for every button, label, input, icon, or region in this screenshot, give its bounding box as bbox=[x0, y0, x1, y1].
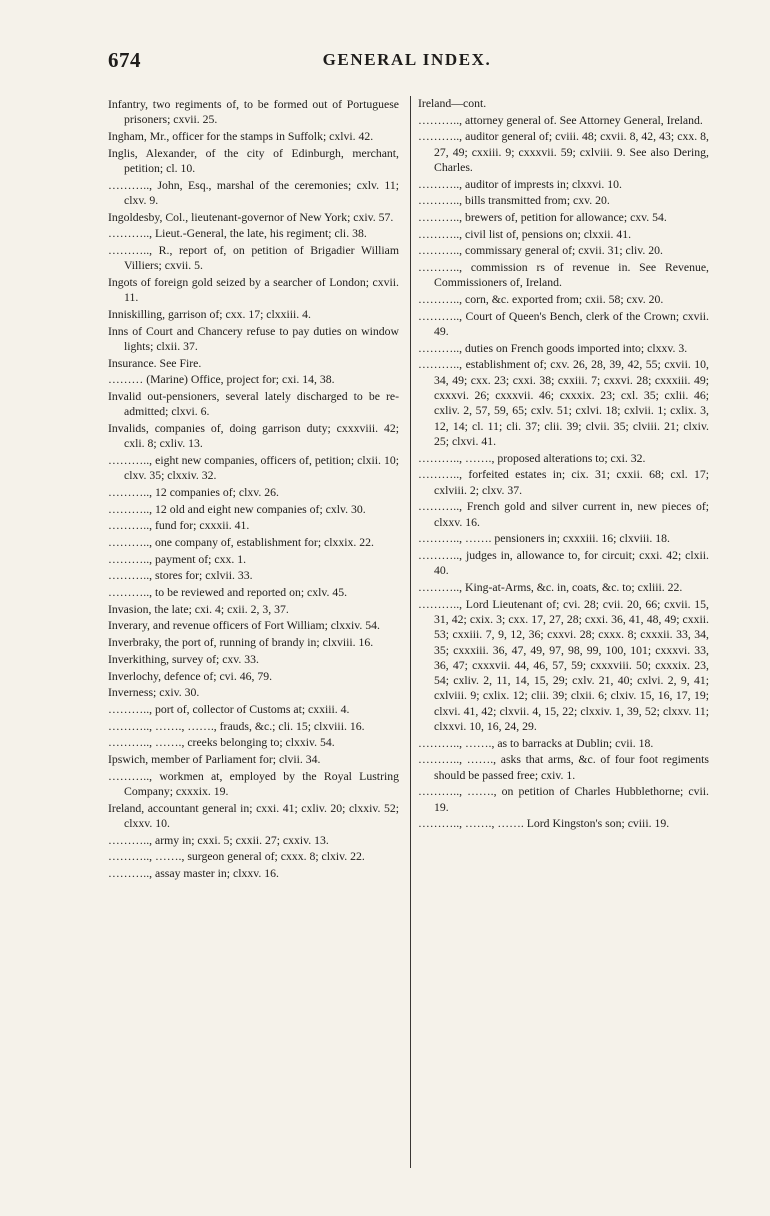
index-entry: ……….., John, Esq., marshal of the ceremonies; cxlv. 11; clxv. 9. bbox=[108, 178, 399, 207]
index-entry: Inglis, Alexander, of the city of Edinburgh, merchant, petition; cl. 10. bbox=[108, 146, 399, 175]
index-entry: ……….., army in; cxxi. 5; cxxii. 27; cxxiv. 13. bbox=[108, 833, 329, 847]
index-entry: Infantry, two regiments of, to be formed out of Portuguese prisoners; cxvii. 25. bbox=[108, 98, 399, 127]
index-entry: ……….., Lieut.-General, the late, his regiment; cli. 38. bbox=[108, 227, 367, 241]
index-entry: ……….., bills transmitted from; cxv. 20. bbox=[418, 194, 610, 208]
index-entry: ……….., 12 companies of; clxv. 26. bbox=[108, 485, 279, 499]
index-column-right bbox=[418, 96, 709, 833]
index-entry: ……….., port of, collector of Customs at; cxxiii. 4. bbox=[108, 702, 350, 716]
index-entry: ……….., auditor of imprests in; clxxvi. 10. bbox=[418, 177, 622, 191]
index-entry: Inniskilling, garrison of; cxx. 17; clxxiii. 4. bbox=[108, 307, 311, 321]
index-entry: ……….., commission rs of revenue in. See Revenue, Commissioners of, Ireland. bbox=[418, 261, 709, 290]
index-entry: ……….., corn, &c. exported from; cxii. 58; cxv. 20. bbox=[418, 293, 664, 307]
index-entry: ……….., forfeited estates in; cix. 31; cxxii. 68; cxl. 17; cxlviii. 2; clxv. 37. bbox=[418, 468, 709, 497]
index-entry: ……….., commissary general of; cxvii. 31; cliv. 20. bbox=[418, 244, 663, 258]
index-entry: ……….., Court of Queen's Bench, clerk of the Crown; cxvii. 49. bbox=[418, 309, 709, 339]
index-entry: Invasion, the late; cxi. 4; cxii. 2, 3, 37. bbox=[108, 602, 289, 616]
page-title: GENERAL INDEX. bbox=[322, 50, 492, 69]
index-entry: ……….., 12 old and eight new companies of; cxlv. 30. bbox=[108, 502, 366, 516]
index-entry: ……….., payment of; cxx. 1. bbox=[108, 552, 247, 566]
index-entry: ……….., establishment of; cxv. 26, 28, 39, 42, 55; cxvii. 10, 34, 49; cxx. 23; cxxi. 38; cxxiii. 7; cxxvi. 28; cxxxiii. 49; cxxxvi. 26; cxxxvii. 46; cxxxix. 23; cxl. 35; cxlii. 46; cxliv. 2, 57, 59, 65; cxlv. 51; cxlvi. 18; cxlvii. 1; cxlix. 3, 12, 14; cl. 11; cli. 37; clii. 39; clvii. 35; clviii. 21; clxiv. 25; clxvi. 41. bbox=[418, 358, 709, 448]
index-entry: Inverbraky, the port of, running of brandy in; clxviii. 16. bbox=[108, 636, 374, 650]
index-entry: Inverkithing, survey of; cxv. 33. bbox=[108, 652, 259, 666]
index-entry: ……….., R., report of, on petition of Brigadier William Villiers; cxvii. 5. bbox=[108, 244, 399, 273]
index-entry: Inverness; cxiv. 30. bbox=[108, 686, 200, 700]
index-entry: ……….., ……., on petition of Charles Hubblethorne; cvii. 19. bbox=[418, 785, 709, 814]
index-entry: ……….., ……., ……. Lord Kingston's son; cviii. 19. bbox=[418, 817, 670, 831]
index-entry: Inverary, and revenue officers of Fort William; clxxiv. 54. bbox=[108, 619, 380, 633]
index-entry: ……….., assay master in; clxxv. 16. bbox=[108, 867, 279, 881]
index-entry: ……….., eight new companies, officers of, petition; clxii. 10; clxv. 35; clxxiv. 32. bbox=[108, 454, 399, 483]
index-entry: ……….., ……. pensioners in; cxxxiii. 16; clxviii. 18. bbox=[418, 532, 670, 546]
index-entry: ……… (Marine) Office, project for; cxi. 14, 38. bbox=[108, 373, 335, 387]
index-entry: ……….., judges in, allowance to, for circuit; cxxi. 42; clxii. 40. bbox=[418, 548, 709, 578]
index-entry: ……….., duties on French goods imported into; clxxv. 3. bbox=[418, 341, 688, 355]
index-entry: ……….., ……., as to barracks at Dublin; cvii. 18. bbox=[418, 736, 654, 750]
index-entry: ……….., one company of, establishment for; clxxix. 22. bbox=[108, 536, 374, 550]
index-entry: ……….., civil list of, pensions on; clxxii. 41. bbox=[418, 227, 632, 241]
index-entry: ……….., stores for; cxlvii. 33. bbox=[108, 569, 253, 583]
continuation-heading: Ireland—cont. bbox=[418, 97, 487, 110]
index-entry: ……….., ……., creeks belonging to; clxxiv. 54. bbox=[108, 736, 335, 750]
index-column-left bbox=[108, 96, 399, 883]
index-entry: ……….., to be reviewed and reported on; cxlv. 45. bbox=[108, 586, 348, 600]
running-head bbox=[0, 50, 770, 70]
index-entry: Ingots of foreign gold seized by a searcher of London; cxvii. 11. bbox=[108, 276, 399, 305]
index-entry: ……….., workmen at, employed by the Royal Lustring Company; cxxxix. 19. bbox=[108, 769, 399, 798]
page-number: 674 bbox=[108, 48, 141, 72]
index-entry: ……….., Lord Lieutenant of; cvi. 28; cvii. 20, 66; cxvii. 15, 31, 42; cxix. 3; cxx. 17, 27, 28; cxxi. 36, 41, 48, 49; cxxii. 53; cxxiii. 7, 9, 12, 36; cxxvi. 28; cxxx. 8; cxxxii. 33, 34, 35; cxxxiii. 36, 47, 49, 97, 98, 99, 100, 101; cxxxvi. 33, 36, 47; cxxxvii. 44, 46, 57, 59; cxxxviii. 50; cxxxix. 23, 54; cxliv. 2, 11, 14, 15, 29; cxlv. 21, 40; cxlvi. 2, 9, 41; cxlviii. 9; cxlix. 12; clii. 39; clxii. 6; clxiv. 15, 16, 17, 19; clxvi. 41, 42; clxvii. 4, 15, 22; clxxiv. 1, 39, 52; clxxv. 11; clxxvi. 10, 16, 24, 29. bbox=[418, 597, 709, 733]
index-entry: ……….., King-at-Arms, &c. in, coats, &c. to; cxliii. 22. bbox=[418, 580, 683, 594]
index-entry: Insurance. See Fire. bbox=[108, 356, 202, 370]
index-entry: ……….., auditor general of; cviii. 48; cxvii. 8, 42, 43; cxx. 8, 27, 49; cxxiii. 9; cxxxvii. 59; cxlviii. 9. See also Dering, Charles. bbox=[418, 130, 709, 174]
index-entry: ……….., ……., asks that arms, &c. of four foot regiments should be passed free; cxiv. 1. bbox=[418, 753, 709, 782]
index-entry: ……….., brewers of, petition for allowance; cxv. 54. bbox=[418, 211, 667, 225]
index-entry: ……….., attorney general of. See Attorney General, Ireland. bbox=[418, 113, 703, 127]
index-entry: Inns of Court and Chancery refuse to pay duties on window lights; clxii. 37. bbox=[108, 324, 399, 353]
index-entry: ……….., ……., proposed alterations to; cxi. 32. bbox=[418, 451, 646, 465]
index-entry: Ipswich, member of Parliament for; clvii. 34. bbox=[108, 752, 321, 766]
index-entry: Invalid out-pensioners, several lately discharged to be re-admitted; clxvi. 6. bbox=[108, 390, 399, 419]
column-divider bbox=[410, 96, 411, 1168]
index-entry: Inverlochy, defence of; cvi. 46, 79. bbox=[108, 669, 273, 683]
index-entry: Ingham, Mr., officer for the stamps in Suffolk; cxlvi. 42. bbox=[108, 129, 374, 143]
index-entry: ……….., French gold and silver current in, new pieces of; clxxv. 16. bbox=[418, 500, 709, 529]
index-entry: Invalids, companies of, doing garrison duty; cxxxviii. 42; cxli. 8; cxliv. 13. bbox=[108, 422, 399, 451]
index-entry: Ireland, accountant general in; cxxi. 41; cxliv. 20; clxxiv. 52; clxxv. 10. bbox=[108, 801, 399, 830]
index-entry: ……….., fund for; cxxxii. 41. bbox=[108, 519, 250, 533]
index-entry: Ingoldesby, Col., lieutenant-governor of New York; cxiv. 57. bbox=[108, 210, 394, 224]
index-entry: ……….., ……., ……., frauds, &c.; cli. 15; clxviii. 16. bbox=[108, 719, 365, 733]
index-entry: ……….., ……., surgeon general of; cxxx. 8; clxiv. 22. bbox=[108, 850, 365, 864]
